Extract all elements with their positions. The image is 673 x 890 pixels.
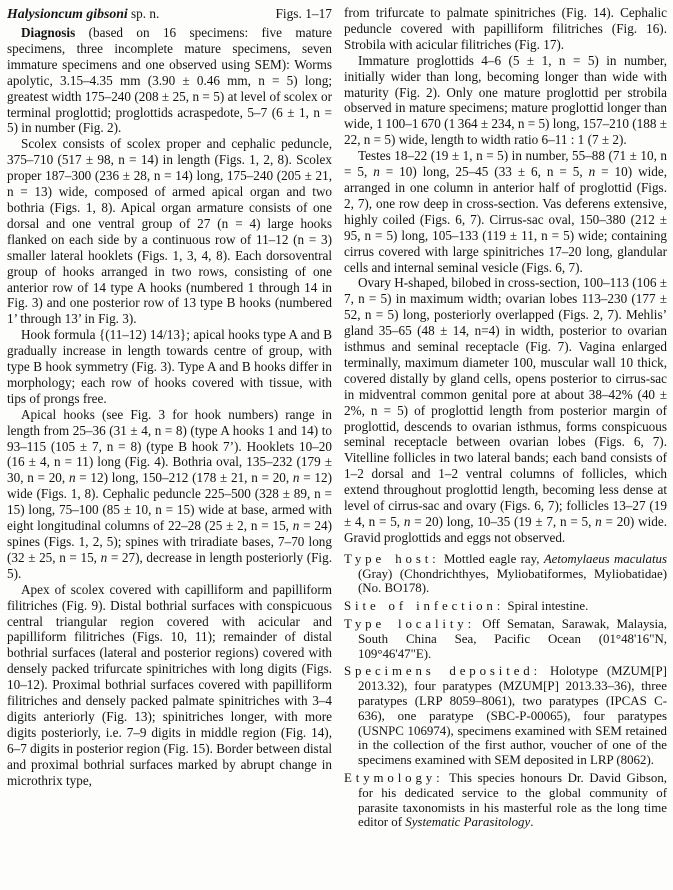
entry-type-host	[344, 552, 667, 596]
title-row	[7, 5, 332, 22]
left-column	[7, 5, 332, 789]
entry-body-type-locality: Off Sematan, Sarawak, Malaysia, South China Sea, Pacific Ocean (01°48'16"N, 109°46'47"E).	[358, 617, 667, 661]
entry-body-etymology: This species honours Dr. David Gibson, for his dedicated service to the global community of parasite taxonomists in his masterful role as the long time editor of Systematic Parasitology.	[358, 770, 667, 830]
entry-etymology	[344, 771, 667, 830]
entry-label-type-locality: Type locality:	[344, 617, 476, 631]
entry-label-site-of-infection: Site of infection:	[344, 599, 505, 614]
paragraph-diagnosis: Diagnosis (based on 16 specimens: five mature specimens, three incomplete mature specimens, seven immature specimens and one observed using SEM): Worms apolytic, 3.15–4.35 mm (3.90 ± 0.46 mm, n = 5) long; greatest width 175–240 (208 ± 25, n = 5) at level of scolex or terminal proglottid; proglottids acraspedote, 5–7 (6 ± 1, n = 5) in number (Fig. 2).	[7, 25, 332, 136]
entry-label-type-host: Type host:	[344, 551, 440, 566]
entry-label-etymology: Etymology:	[344, 770, 444, 785]
species-suffix: sp. n.	[127, 6, 160, 21]
entry-type-locality	[344, 617, 667, 661]
paragraph-continuation: from trifurcate to palmate spinitriches (Fig. 14). Cephalic peduncle covered with papilliform filitriches (Fig. 16). Strobila with acicular filitriches (Fig. 17).	[344, 5, 667, 52]
paragraph-testes: Testes 18–22 (19 ± 1, n = 5) in number, 55–88 (71 ± 10, n = 5, n = 10) long, 25–45 (33 ± 6, n = 5, n = 10) wide, arranged in one column in anterior half of proglottid (Figs. 2, 7), one row deep in cross-section. Vas deferens extensive, highly coiled (Figs. 6, 7). Cirrus-sac oval, 150–380 (212 ± 95, n = 5) long, 105–133 (119 ± 11, n = 5) wide; containing cirrus covered with large spinitriches 17–20 long, glandular cells and internal seminal vesicle (Figs. 6, 7).	[344, 148, 668, 275]
species-name: Halysioncum gibsoni	[7, 6, 128, 21]
figures-reference: Figs. 1–17	[275, 6, 332, 21]
paragraph-hook-formula: Hook formula {(11–12) 14/13}; apical hooks type A and B gradually increase in length towards centre of group, with type B hook symmetry (Fig. 3). Type A and B hooks differ in morphology; each row of hooks covered with tissue, with tips of prongs free.	[7, 327, 332, 406]
entry-site-of-infection	[344, 599, 667, 614]
entry-specimens-deposited	[344, 664, 667, 768]
entry-body-specimens-deposited: Holotype (MZUM[P] 2013.32), four paratypes (MZUM[P] 2013.33–36), three paratypes (LRP 8059–8061), two paratypes (IPCAS C-636), one paratype (SBC-P-00065), four paratypes (USNPC 106974), specimens examined with SEM retained in the collection of the first author, voucher of one of the specimens examined with SEM deposited in LRP (8062).	[358, 664, 667, 768]
entry-body-type-host: Mottled eagle ray, Aetomylaeus maculatus (Gray) (Chondrichthyes, Myliobatiformes, Myliobatidae) (No. BO178).	[358, 551, 667, 596]
paragraph-immature-proglottids: Immature proglottids 4–6 (5 ± 1, n = 5) in number, initially wider than long, becoming longer than wide with maturity (Fig. 2). Only one mature proglottid per strobila observed in mature specimens; mature proglottid longer than wide, 1 100–1 670 (1 364 ± 234, n = 5) long, 157–210 (188 ± 22, n = 5) wide, length to width ratio 6–11 : 1 (7 ± 2).	[344, 52, 667, 148]
right-column	[344, 5, 667, 830]
paragraph-scolex: Scolex consists of scolex proper and cephalic peduncle, 375–710 (517 ± 98, n = 14) in length (Figs. 1, 2, 8). Scolex proper 187–300 (236 ± 28, n = 14) long, 175–240 (205 ± 21, n = 13) wide, composed of armed apical organ and two bothria (Figs. 1, 8). Apical organ armature consists of one dorsal and one ventral group of 27 (n = 4) large hooks flanked on each side by a continuous row of 11–12 (n = 3) smaller lateral hooklets (Figs. 1, 3, 4, 8). Each dorsoventral group of hooks arranged in two rows, consisting of one anterior row of 14 type A hooks (numbered 1 through 14 in Fig. 3) and one posterior row of 13 type B hooks (numbered 1’ through 13’ in Fig. 3).	[7, 136, 332, 327]
taxonomic-entries	[344, 552, 667, 830]
species-title	[7, 5, 159, 22]
paragraph-ovary: Ovary H-shaped, bilobed in cross-section, 100–113 (106 ± 7, n = 5) in maximum width; ovarian lobes 113–230 (177 ± 52, n = 5) long, posteriorly overlapped (Figs. 2, 7). Mehlis’ gland 35–65 (48 ± 14, n=4) in width, posterior to ovarian isthmus and seminal receptacle (Fig. 7). Vagina enlarged terminally, maximum diameter 100, muscular wall 10 thick, covered distally by gland cells, opens posterior to cirrus-sac in midventral common genital pore at about 38–42% (40 ± 2%, n = 5) of proglottid length from posterior margin of proglottid, descends to ovarian isthmus, forms conspicuous seminal receptacle between ovarian lobes (Figs. 6, 7). Vitelline follicles in two lateral bands; each band consists of 1–2 dorsal and 1–2 ventral columns of follicles, which extend throughout proglottid length, becoming less dense at level of cirrus-sac and ovary (Figs. 6, 7); follicles 13–27 (19 ± 4, n = 5, n = 20) long, 10–35 (19 ± 7, n = 5, n = 20) wide. Gravid proglottids and eggs not observed.	[344, 275, 667, 545]
paragraph-apex-scolex: Apex of scolex covered with capilliform and papilliform filitriches (Fig. 9). Distal bothrial surfaces with conspicuous central triangular region covered with acicular and papilliform filitriches (Figs. 10, 11); remainder of distal bothrial surfaces (lateral and posterior regions) covered with densely packed trifurcate spinitriches with long digits (Figs. 10–12). Proximal bothrial surfaces covered with papilliform filitriches and densely packed palmate spinitriches with 3–4 digits anteriorly (Fig. 13); spinitriches longer, with more digits posteriorly, i.e. 7–9 digits in middle region (Fig. 14), 6–7 digits in posterior region (Fig. 15). Border between distal and proximal bothrial surfaces marked by abrupt change in microthrix type,	[7, 581, 332, 788]
entry-label-specimens-deposited: Specimens deposited:	[344, 664, 542, 679]
entry-body-site-of-infection: Spiral intestine.	[507, 599, 589, 614]
paragraph-apical-hooks: Apical hooks (see Fig. 3 for hook numbers) range in length from 25–36 (31 ± 4, n = 8) (type A hooks 1 and 14) to 93–115 (105 ± 7, n = 8) (type B hook 7’). Hooklets 10–20 (16 ± 4, n = 11) long (Fig. 4). Bothria oval, 135–232 (179 ± 30, n = 20, n = 12) long, 150–212 (178 ± 21, n = 20, n = 12) wide (Figs. 1, 8). Cephalic peduncle 225–500 (328 ± 89, n = 15) long, 75–100 (85 ± 10, n = 15) wide at base, armed with eight longitudinal columns of 22–28 (25 ± 2, n = 15, n = 24) spines (Figs. 1, 2, 5); spines with triradiate bases, 7–70 long (32 ± 25, n = 15, n = 27), decrease in length posteriorly (Fig. 5).	[7, 406, 332, 581]
